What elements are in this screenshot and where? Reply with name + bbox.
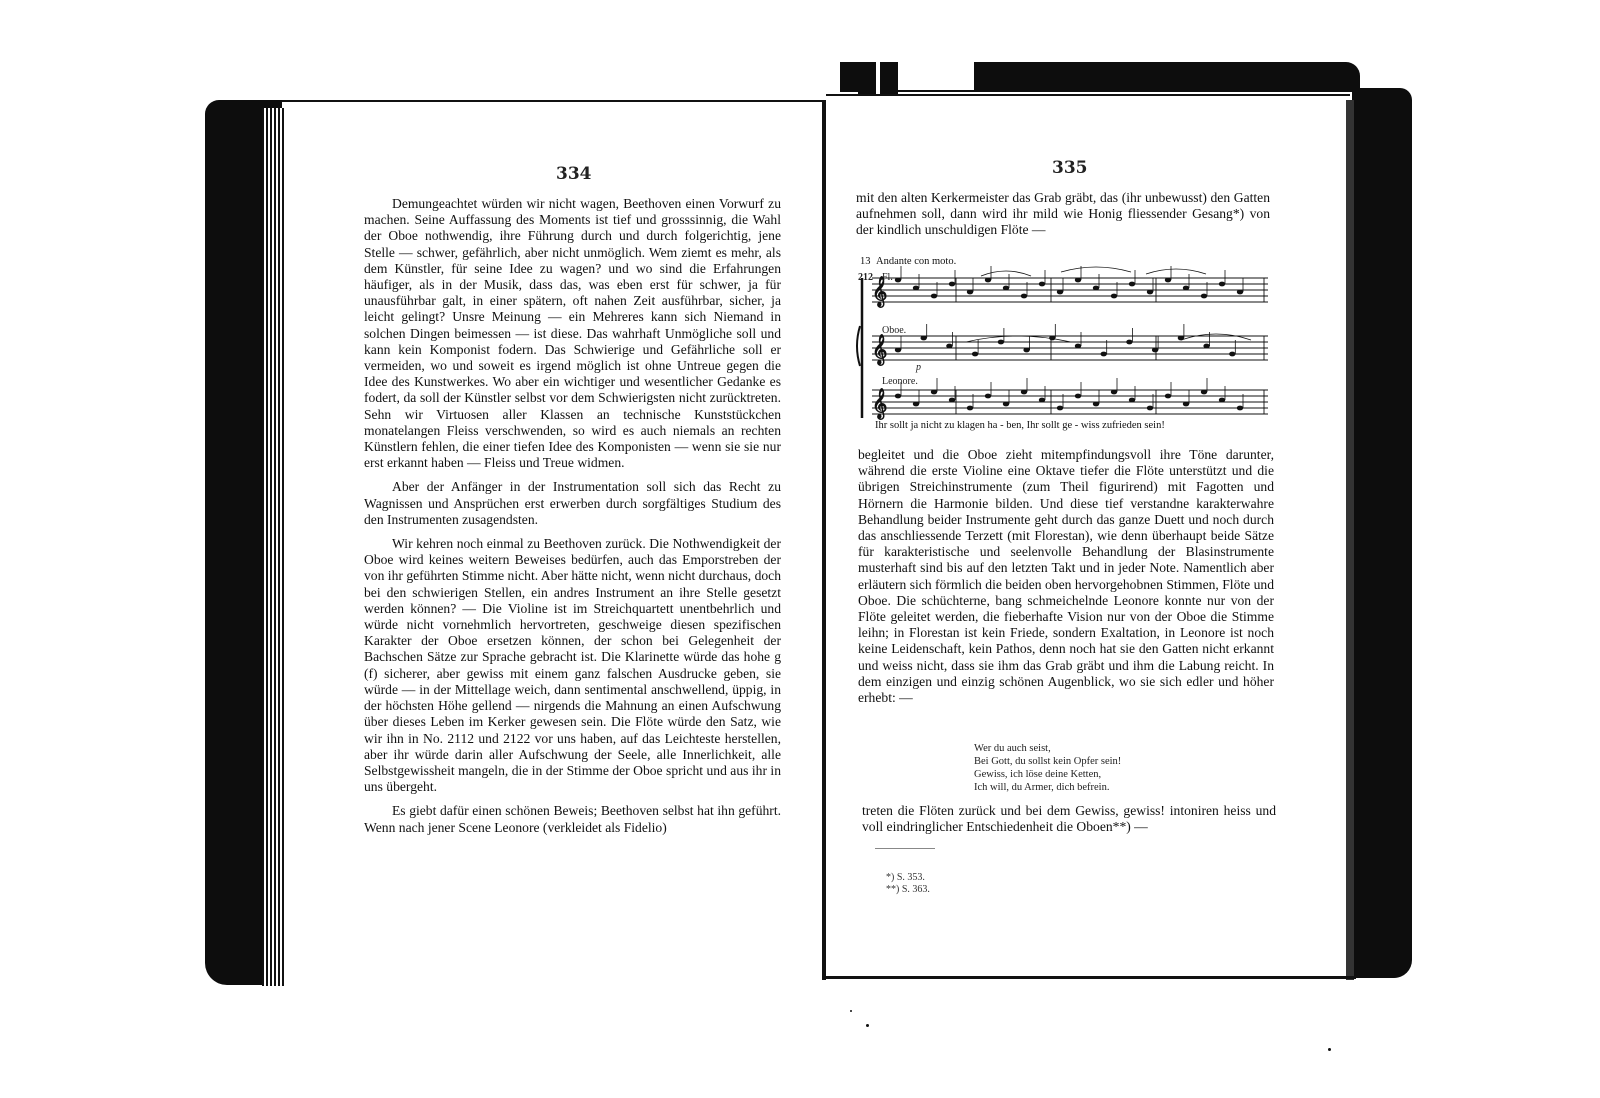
scan-speck: [850, 1010, 852, 1012]
poem-line: Ich will, du Armer, dich befrein.: [974, 782, 1110, 793]
note-head: [921, 336, 927, 341]
scan-speck: [1328, 1048, 1331, 1051]
music-lyrics: Ihr sollt ja nicht zu klagen ha - ben, Ihr sollt ge - wiss zufrieden sein!: [875, 420, 1165, 431]
note-head: [1237, 406, 1243, 411]
note-head: [1039, 282, 1045, 287]
treble-clef-icon: 𝄞: [872, 389, 888, 419]
music-tempo: Andante con moto.: [876, 256, 957, 267]
note-head: [1093, 286, 1099, 291]
note-head: [1111, 294, 1117, 299]
note-head: [895, 394, 901, 399]
left-page-text: [364, 196, 781, 836]
poem-quote: [974, 742, 1121, 794]
note-head: [1203, 344, 1209, 349]
note-head: [1075, 278, 1081, 283]
note-head: [1152, 348, 1158, 353]
footnote: *) S. 353.: [886, 872, 925, 883]
instrument-label-oboe: Oboe.: [882, 325, 907, 336]
poem-line: Bei Gott, du sollst kein Opfer sein!: [974, 756, 1122, 767]
note-head: [931, 294, 937, 299]
scan-gap: [898, 62, 974, 90]
note-head: [931, 390, 937, 395]
note-head: [1039, 398, 1045, 403]
note-head: [1129, 398, 1135, 403]
book-cover-right: [1352, 88, 1412, 978]
note-head: [1057, 290, 1063, 295]
paragraph: Wir kehren noch einmal zu Beethoven zurück. Die Nothwendigkeit der Oboe wird keines weitern Beweises bedürfen, auch das Emporstreben der von ihr geführten Stimme nicht. Aber hätte nicht, wenn nicht durchaus, doch bei den schwierigen Stellen, ein andres Instrument an ihre Stelle gesetzt werden können? — Die Violine ist im Streichquartett unentbehrlich und würde nicht vornehmlich hervortreten, geschweige diesen spezifischen Karakter der Oboe ersetzen können, der schon bei Gelegenheit der Bachschen Sätze zur Sprache gebracht ist. Die Klarinette würde das hohe g (f) sicherer, aber gewiss mit einem ganz falschen Ausdrucke geben, sie würde — in der Mittellage weich, dann sentimental anschwellend, üppig, in der höchsten Höhe gellend — nirgends die Mahnung an einen Aufschwung über dieses Leben im Kerker gewesen sein. Die Flöte würde den Satz, wie wir ihn in No. 2112 und 2122 vor uns haben, auf das Leichteste herstellen, aber ihr würde darin aller Aufschwung der Seele, alle Innerlichkeit, alle Selbstgewissheit mangeln, die in der Stimme der Oboe spricht und aus ihr in uns übergeht.: [364, 536, 781, 795]
right-page-body: [858, 447, 1274, 706]
bookmark-tab: [880, 62, 898, 98]
book-gutter: [822, 100, 826, 980]
note-head: [1165, 394, 1171, 399]
scan-speck: [866, 1024, 869, 1027]
bookmark-tab: [858, 62, 876, 98]
right-page-closing: [862, 803, 1276, 835]
note-head: [1021, 294, 1027, 299]
note-head: [1057, 406, 1063, 411]
note-head: [1003, 402, 1009, 407]
paragraph: treten die Flöten zurück und bei dem Gewiss, gewiss! intoniren heiss und voll eindringlicher Entschiedenheit die Oboen**) —: [862, 803, 1276, 835]
note-head: [949, 398, 955, 403]
note-head: [1003, 286, 1009, 291]
note-head: [913, 402, 919, 407]
note-head: [985, 394, 991, 399]
music-score: [856, 256, 1296, 436]
note-head: [1075, 344, 1081, 349]
note-head: [1165, 278, 1171, 283]
treble-clef-icon: 𝄞: [872, 277, 888, 307]
footnote-rule: [875, 848, 935, 849]
note-head: [1021, 390, 1027, 395]
right-page-intro: [856, 190, 1270, 239]
note-head: [1075, 394, 1081, 399]
note-head: [1111, 390, 1117, 395]
page-edges-right: [1346, 100, 1354, 980]
note-head: [1147, 290, 1153, 295]
note-head: [1201, 390, 1207, 395]
note-head: [895, 278, 901, 283]
music-example-number: 212: [858, 272, 873, 283]
instrument-label-leonore: Leonore.: [882, 376, 918, 387]
dynamic-marking: p: [916, 362, 921, 373]
note-head: [1126, 340, 1132, 345]
note-head: [967, 406, 973, 411]
note-head: [1023, 348, 1029, 353]
paragraph: Es giebt dafür einen schönen Beweis; Beethoven selbst hat ihn geführt. Wenn nach jener Scene Leonore (verkleidet als Fidelio): [364, 803, 781, 835]
note-head: [1219, 398, 1225, 403]
note-head: [1147, 406, 1153, 411]
note-head: [1093, 402, 1099, 407]
paragraph: Aber der Anfänger in der Instrumentation soll sich das Recht zu Wagnissen und Ansprüchen erst erwerben durch sorgfältiges Studium des den Instrumenten zusagendsten.: [364, 479, 781, 527]
page-number-left: 334: [556, 164, 592, 184]
music-measure-number: 13: [860, 256, 871, 267]
note-head: [1129, 282, 1135, 287]
page-edges-left: [262, 108, 284, 986]
note-head: [1237, 290, 1243, 295]
poem-line: Wer du auch seist,: [974, 743, 1051, 754]
note-head: [895, 348, 901, 353]
note-head: [998, 340, 1004, 345]
book-edge-bottom: [826, 976, 1356, 979]
poem-line: Gewiss, ich löse deine Ketten,: [974, 769, 1102, 780]
note-head: [1219, 282, 1225, 287]
footnotes: [886, 872, 930, 896]
instrument-label-flute: Fl.: [882, 272, 893, 283]
treble-clef-icon: 𝄞: [872, 335, 888, 365]
page-number-right: 335: [1052, 158, 1088, 178]
paragraph: begleitet und die Oboe zieht mitempfindungsvoll ihre Töne darunter, während die erste Violine eine Oktave tiefer die Flöte unterstützt und die übrigen Streichinstrumente (zum Theil figurirend) mit Fagotten und Hörnern die Harmonie bilden. Und diese tief verstandne karakterwahre Behandlung beider Instrumente geht durch das ganze Duett und noch durch das anschliessende Terzett (mit Florestan), wie denn überhaupt beide Sätze für karakteristische und seelenvolle Behandlung der Blasinstrumente musterhaft sind bis auf den letzten Takt und in jeder Note. Namentlich aber erläutern sich förmlich die beiden oben hervorgehobnen Stimmen, Flöte und Oboe. Die schüchterne, bang schmeichelnde Leonore konnte nur von der Flöte geleitet werden, die fieberhafte Vision nur von der Oboe die Stimme leihn; in Florestan ist kein Friede, sondern Exaltation, in Leonore ist noch keine Leidenschaft, kein Pathos, denn noch hat sie den Gatten nicht erkannt und weiss nicht, dass sie ihm das Grab gräbt und ihm die Labung reicht. In dem einzigen und einzig schönen Augenblick, wo sie sich edler und höher erhebt: —: [858, 447, 1274, 706]
note-head: [913, 286, 919, 291]
note-head: [967, 290, 973, 295]
paragraph: mit den alten Kerkermeister das Grab gräbt, das (ihr unbewusst) den Gatten aufnehmen soll, dann wird ihr mild wie Honig fliessender Gesang*) von der kindlich unschuldigen Flöte —: [856, 190, 1270, 238]
note-head: [1201, 294, 1207, 299]
note-head: [972, 352, 978, 357]
note-head: [1229, 352, 1235, 357]
note-head: [1101, 352, 1107, 357]
note-head: [1183, 286, 1189, 291]
note-head: [985, 278, 991, 283]
note-head: [946, 344, 952, 349]
paragraph: Demungeachtet würden wir nicht wagen, Beethoven einen Vorwurf zu machen. Seine Auffassung des Moments ist tief und grosssinnig, die Wahl der Oboe nothwendig, ihre Führung durch und durch folgerichtig, jene Stelle — schwer, gefährlich, aber nicht unmöglich. Wem ziemt es mehr, als dem Künstler, für seine Idee zu wagen? und wo sind die Erfahrungen häufiger, als in der Musik, dass das, was eben erst für schwer, ja für unausführbar galt, in einer spätern, oft nahen Zeit ausführbar, sicher, ja leicht gelingt? Unsre Meinung — ein Mehreres kann sich Niemand in solchen Dingen beimessen — ist diese. Das wahrhaft Unmögliche soll und kann kein Komponist fodern. Das Schwierige und Gefährliche soll er vermeiden, wo und soweit es irgend möglich ist ohne Untreue gegen die Idee des Kunstwerkes. Wo aber ein wichtiger und wesentlicher Gedanke es fodert, da soll der Künstler selbst vor dem Schwierigsten nicht zurücktreten. Sehn wir Virtuosen aller Klassen an technische Kunststückchen monatelangen Fleiss verschwenden, so wird es auch niemals an rechten Künstlern fehlen, die einer tiefen Idee des Komponisten — wenn sie sie nur erst erkannt haben — Fleiss und Treue widmen.: [364, 196, 781, 471]
footnote: **) S. 363.: [886, 884, 930, 895]
note-head: [949, 282, 955, 287]
note-head: [1183, 402, 1189, 407]
